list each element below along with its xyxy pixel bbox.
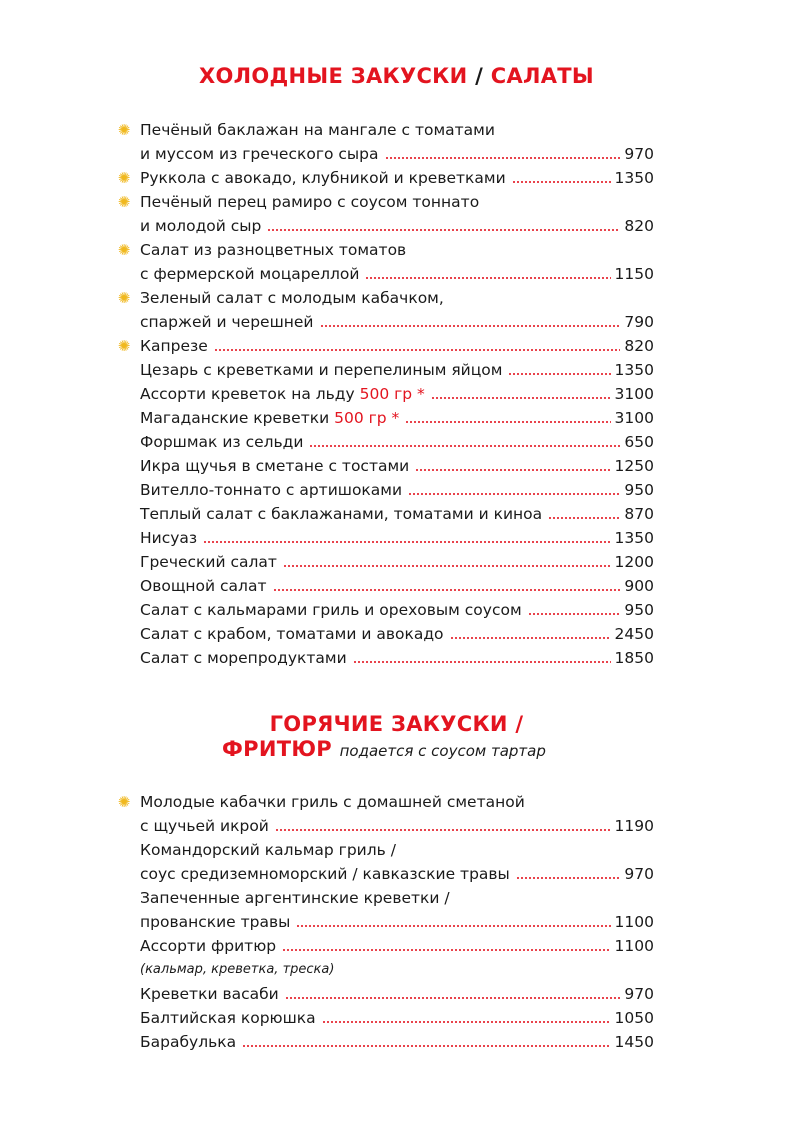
section-subtitle-fryer: ФРИТЮР подается с соусом тартар xyxy=(222,737,546,761)
sun-star-icon: ✺ xyxy=(117,793,131,811)
menu-item: Командорский кальмар гриль / xyxy=(140,841,396,859)
dot-leader xyxy=(405,421,610,423)
dot-leader xyxy=(273,589,621,591)
menu-item: Теплый салат с баклажанами, томатами и киноа 870 xyxy=(140,505,654,523)
menu-item: Овощной салат 900 xyxy=(140,577,654,595)
menu-item: Барабулька 1450 xyxy=(140,1033,654,1051)
dot-leader xyxy=(385,157,621,159)
menu-item: Греческий салат 1200 xyxy=(140,553,654,571)
dot-leader xyxy=(282,949,610,951)
dot-leader xyxy=(283,565,611,567)
dot-leader xyxy=(242,1045,610,1047)
section-title-cold: ХОЛОДНЫЕ ЗАКУСКИ / САЛАТЫ xyxy=(199,64,594,88)
menu-item: ✺ Молодые кабачки гриль с домашней сметаной xyxy=(117,793,525,811)
dot-leader xyxy=(408,493,620,495)
menu-item: соус средиземноморский / кавказские травы 970 xyxy=(140,865,654,883)
menu-item-note: (кальмар, креветка, треска) xyxy=(140,962,335,977)
menu-item: Цезарь с креветками и перепелиным яйцом 1350 xyxy=(140,361,654,379)
section-title-hot: ГОРЯЧИЕ ЗАКУСКИ / xyxy=(269,712,524,736)
menu-item: с щучьей икрой 1190 xyxy=(140,817,654,835)
sun-star-icon: ✺ xyxy=(117,169,131,187)
section-note: подается с соусом тартар xyxy=(339,742,546,760)
menu-item: Балтийская корюшка 1050 xyxy=(140,1009,654,1027)
dot-leader xyxy=(275,829,611,831)
dot-leader xyxy=(353,661,611,663)
menu-item: спаржей и черешней 790 xyxy=(140,313,654,331)
sun-star-icon: ✺ xyxy=(117,121,131,139)
dot-leader xyxy=(431,397,611,399)
dot-leader xyxy=(322,1021,611,1023)
dot-leader xyxy=(450,637,611,639)
menu-item: Ассорти фритюр 1100 xyxy=(140,937,654,955)
menu-item: и муссом из греческого сыра 970 xyxy=(140,145,654,163)
sun-star-icon: ✺ xyxy=(117,289,131,307)
sun-star-icon: ✺ xyxy=(117,337,131,355)
menu-item: ✺ Капрезе 820 xyxy=(117,337,654,355)
dot-leader xyxy=(365,277,610,279)
dot-leader xyxy=(285,997,621,999)
menu-item: Форшмак из сельди 650 xyxy=(140,433,654,451)
dot-leader xyxy=(309,445,620,447)
dot-leader xyxy=(267,229,620,231)
menu-item: Вителло-тоннато с артишоками 950 xyxy=(140,481,654,499)
menu-item: Салат с крабом, томатами и авокадо 2450 xyxy=(140,625,654,643)
menu-item: Салат с кальмарами гриль и ореховым соусом 950 xyxy=(140,601,654,619)
dot-leader xyxy=(320,325,621,327)
menu-item: Икра щучья в сметане с тостами 1250 xyxy=(140,457,654,475)
dot-leader xyxy=(516,877,621,879)
menu-item: ✺ Салат из разноцветных томатов xyxy=(117,241,407,259)
menu-item: ✺ Руккола с авокадо, клубникой и креветками 1350 xyxy=(117,169,654,187)
menu-item: Салат с морепродуктами 1850 xyxy=(140,649,654,667)
dot-leader xyxy=(203,541,610,543)
menu-item: прованские травы 1100 xyxy=(140,913,654,931)
menu-item: Магаданские креветки 500 гр * 3100 xyxy=(140,409,654,427)
menu-item: ✺ Печёный перец рамиро с соусом тоннато xyxy=(117,193,480,211)
dot-leader xyxy=(512,181,611,183)
dot-leader xyxy=(415,469,610,471)
menu-item: Запеченные аргентинские креветки / xyxy=(140,889,450,907)
menu-item: Ассорти креветок на льду 500 гр * 3100 xyxy=(140,385,654,403)
sun-star-icon: ✺ xyxy=(117,193,131,211)
sun-star-icon: ✺ xyxy=(117,241,131,259)
dot-leader xyxy=(214,349,621,351)
dot-leader xyxy=(296,925,610,927)
menu-item: ✺ Зеленый салат с молодым кабачком, xyxy=(117,289,444,307)
dot-leader xyxy=(528,613,621,615)
menu-item: с фермерской моцареллой 1150 xyxy=(140,265,654,283)
menu-item: Нисуаз 1350 xyxy=(140,529,654,547)
menu-item: Креветки васаби 970 xyxy=(140,985,654,1003)
dot-leader xyxy=(508,373,610,375)
dot-leader xyxy=(548,517,620,519)
menu-item: ✺ Печёный баклажан на мангале с томатами xyxy=(117,121,495,139)
menu-item: и молодой сыр 820 xyxy=(140,217,654,235)
